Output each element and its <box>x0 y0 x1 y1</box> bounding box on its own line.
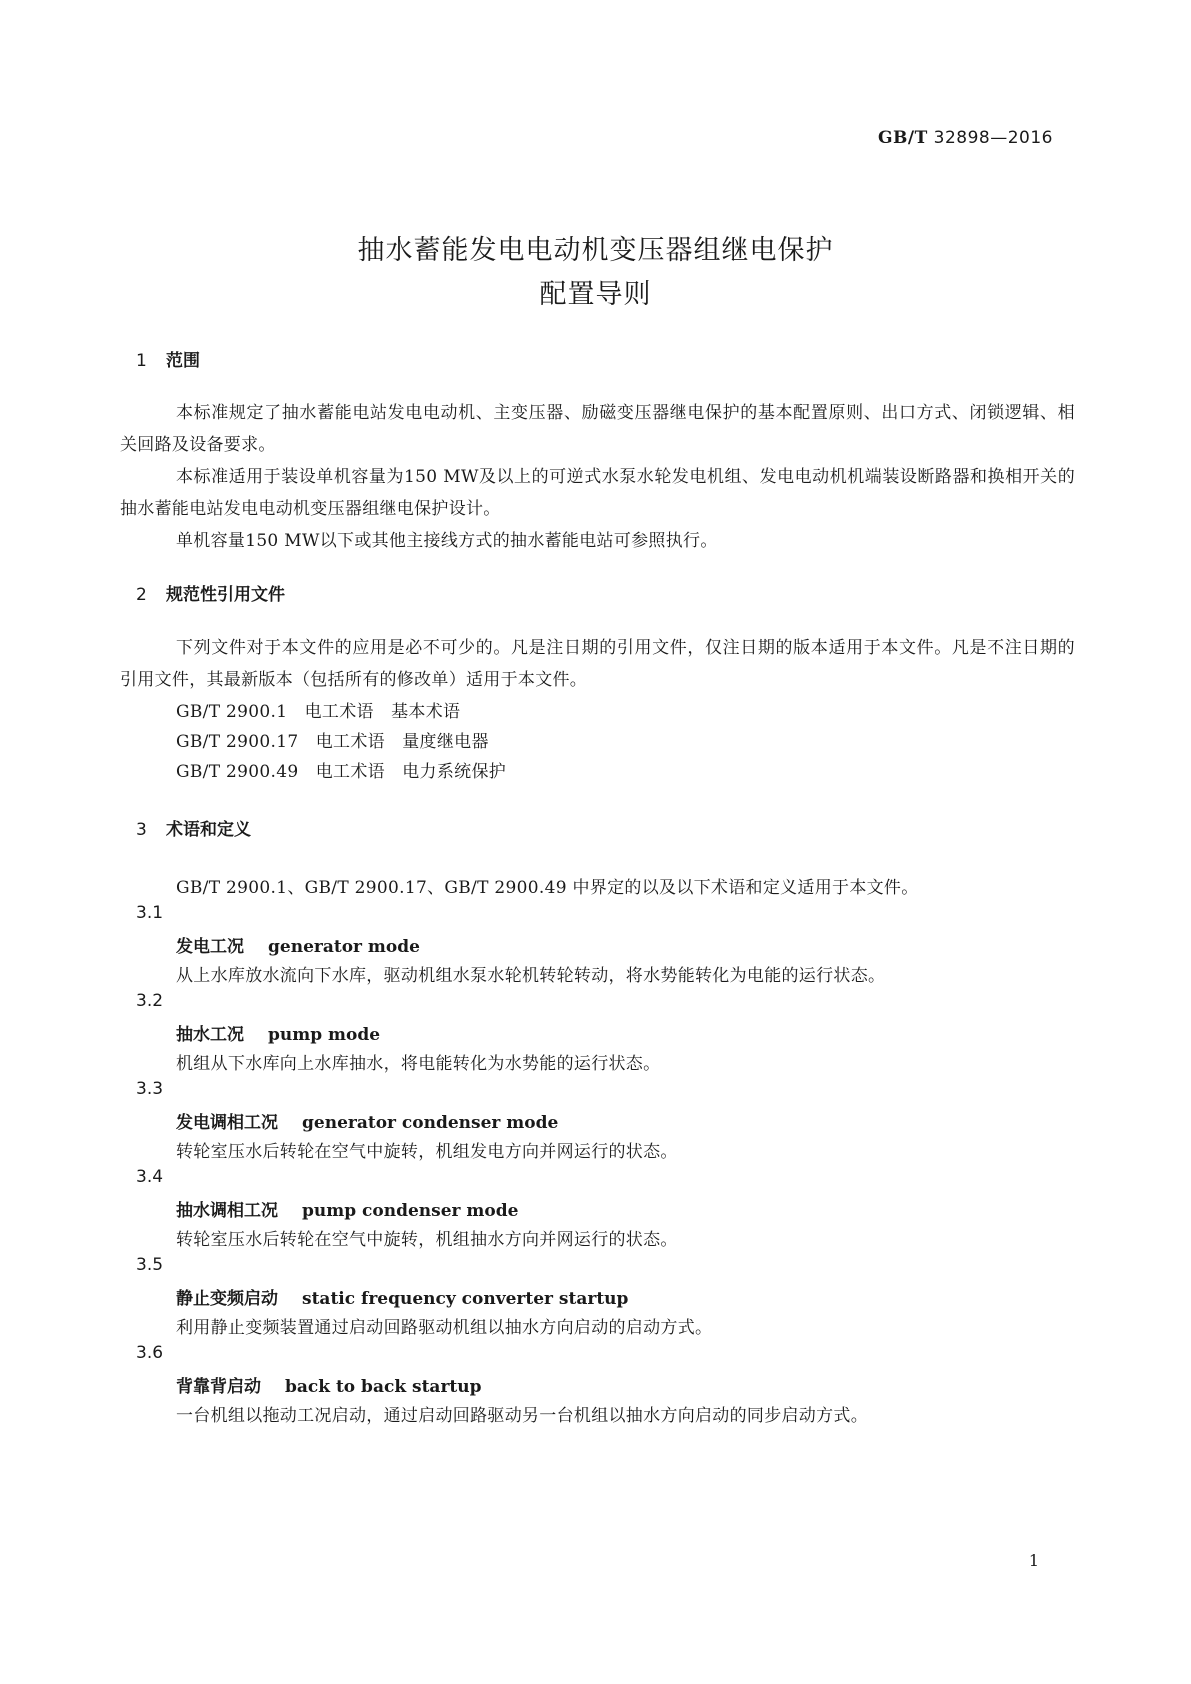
term-chinese: 发电调相工况 <box>176 1113 278 1133</box>
term-number: 3.5 <box>136 1255 164 1275</box>
section-heading-2 <box>136 580 285 605</box>
term-number: 3.2 <box>136 991 164 1011</box>
term-definition: 利用静止变频装置通过启动回路驱动机组以抽水方向启动的启动方式。 <box>176 1318 713 1338</box>
term-number: 3.4 <box>136 1167 164 1187</box>
term-chinese: 抽水工况 <box>176 1025 244 1045</box>
term-english: pump mode <box>268 1025 381 1045</box>
document-title-line1: 抽水蓄能发电电动机变压器组继电保护 <box>357 235 834 266</box>
term-definition: 从上水库放水流向下水库，驱动机组水泵水轮机转轮转动，将水势能转化为电能的运行状态。 <box>176 966 886 986</box>
scope-paragraph-3: 单机容量150 MW以下或其他主接线方式的抽水蓄能电站可参照执行。 <box>176 531 718 551</box>
term-number: 3.1 <box>136 903 164 923</box>
section-number: 2 <box>136 585 147 605</box>
term-english: static frequency converter startup <box>302 1289 629 1309</box>
term-chinese: 发电工况 <box>176 937 244 957</box>
terms-intro: GB/T 2900.1、GB/T 2900.17、GB/T 2900.49 中界定的以及以下术语和定义适用于本文件。 <box>176 878 919 898</box>
term-heading <box>176 1372 482 1397</box>
section-number: 3 <box>136 820 147 840</box>
reference-item: GB/T 2900.17 电工术语 量度继电器 <box>176 732 489 752</box>
section-heading-3 <box>136 815 251 840</box>
reference-item: GB/T 2900.1 电工术语 基本术语 <box>176 702 461 722</box>
term-heading <box>176 932 420 957</box>
section-title: 术语和定义 <box>166 820 251 840</box>
scope-paragraph-1: 本标准规定了抽水蓄能电站发电电动机、主变压器、励磁变压器继电保护的基本配置原则、出口方式、闭锁逻辑、相关回路及设备要求。 <box>120 403 1075 455</box>
section-title: 规范性引用文件 <box>166 585 285 605</box>
scope-paragraph-2: 本标准适用于装设单机容量为150 MW及以上的可逆式水泵水轮发电机组、发电电动机机端装设断路器和换相开关的抽水蓄能电站发电电动机变压器组继电保护设计。 <box>120 467 1075 519</box>
section-heading-1 <box>136 346 200 371</box>
term-definition: 转轮室压水后转轮在空气中旋转，机组抽水方向并网运行的状态。 <box>176 1230 678 1250</box>
term-heading <box>176 1196 518 1221</box>
term-english: pump condenser mode <box>302 1201 519 1221</box>
term-chinese: 背靠背启动 <box>176 1377 261 1397</box>
term-definition: 机组从下水库向上水库抽水，将电能转化为水势能的运行状态。 <box>176 1054 661 1074</box>
document-title-line2: 配置导则 <box>539 279 652 310</box>
term-number: 3.3 <box>136 1079 164 1099</box>
section-title: 范围 <box>166 351 200 371</box>
term-heading <box>176 1108 558 1133</box>
term-english: generator condenser mode <box>302 1113 559 1133</box>
term-heading <box>176 1020 380 1045</box>
standard-number: 32898—2016 <box>933 128 1053 148</box>
references-intro: 下列文件对于本文件的应用是必不可少的。凡是注日期的引用文件，仅注日期的版本适用于本文件。凡是不注日期的引用文件，其最新版本（包括所有的修改单）适用于本文件。 <box>120 638 1075 690</box>
page-number: 1 <box>1028 1551 1039 1570</box>
term-heading <box>176 1284 628 1309</box>
term-chinese: 静止变频启动 <box>176 1289 278 1309</box>
term-definition: 一台机组以拖动工况启动，通过启动回路驱动另一台机组以抽水方向启动的同步启动方式。 <box>176 1406 868 1426</box>
term-chinese: 抽水调相工况 <box>176 1201 278 1221</box>
section-number: 1 <box>136 351 147 371</box>
term-english: generator mode <box>268 937 420 957</box>
standard-prefix: GB/T <box>878 128 928 148</box>
term-number: 3.6 <box>136 1343 164 1363</box>
reference-item: GB/T 2900.49 电工术语 电力系统保护 <box>176 762 507 782</box>
term-definition: 转轮室压水后转轮在空气中旋转，机组发电方向并网运行的状态。 <box>176 1142 678 1162</box>
term-english: back to back startup <box>285 1377 482 1397</box>
standard-code <box>878 128 1053 148</box>
